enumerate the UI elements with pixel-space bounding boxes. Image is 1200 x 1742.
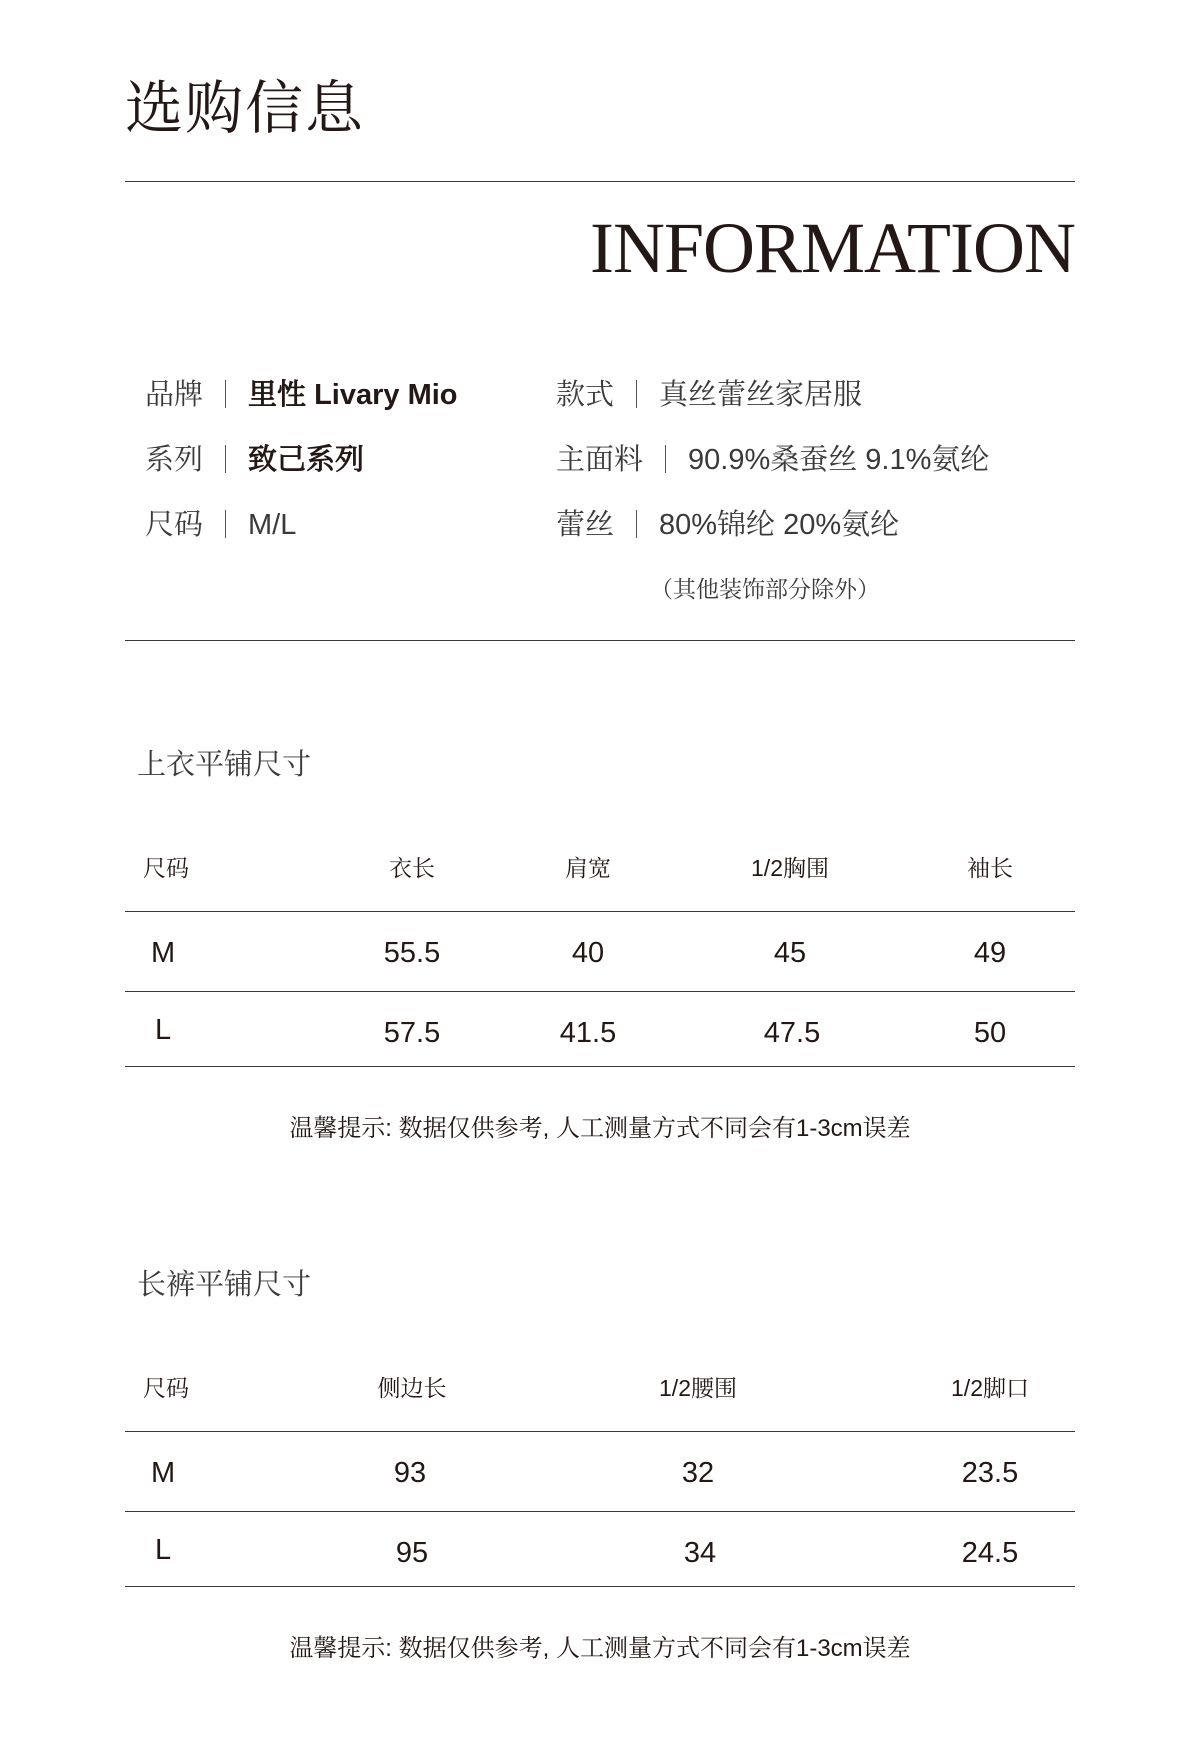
table-cell: 34	[683, 1537, 717, 1569]
separator	[225, 380, 226, 408]
info-value: 80%锦纶 20%氨纶	[659, 509, 900, 541]
header-cell: 肩宽	[565, 855, 611, 881]
header-cell: 1/2脚口	[951, 1375, 1029, 1401]
header-cell: 1/2腰围	[659, 1375, 737, 1401]
info-label: 蕾丝	[556, 509, 615, 541]
separator	[225, 445, 226, 473]
divider	[125, 1066, 1075, 1067]
page-title: 选购信息	[125, 76, 366, 141]
table-cell: 40	[571, 937, 605, 969]
divider	[125, 1586, 1075, 1587]
info-lace	[556, 510, 899, 540]
separator	[665, 445, 666, 473]
info-note: （其他装饰部分除外）	[650, 576, 880, 602]
header-cell: 尺码	[143, 855, 189, 881]
header-cell: 侧边长	[377, 1375, 447, 1401]
table-cell: 41.5	[559, 1017, 617, 1049]
table-cell: 32	[681, 1457, 715, 1489]
info-series	[145, 445, 364, 475]
table-cell: 50	[973, 1017, 1007, 1049]
separator	[225, 510, 226, 538]
separator	[636, 380, 637, 408]
pants-table-title: 长裤平铺尺寸	[137, 1269, 312, 1301]
table-cell: 57.5	[383, 1017, 441, 1049]
header-cell: 1/2胸围	[751, 855, 829, 881]
info-value: 真丝蕾丝家居服	[659, 379, 863, 411]
info-fabric	[556, 445, 989, 475]
info-label: 款式	[556, 379, 615, 411]
table-cell: 24.5	[961, 1537, 1019, 1569]
table-cell: 23.5	[961, 1457, 1019, 1489]
table-cell: L	[155, 1534, 172, 1566]
table-cell: L	[155, 1014, 172, 1046]
info-value: M/L	[248, 509, 297, 541]
divider	[125, 1511, 1075, 1512]
table-cell: 47.5	[763, 1017, 821, 1049]
header-cell: 袖长	[967, 855, 1013, 881]
divider	[125, 991, 1075, 992]
divider	[125, 911, 1075, 912]
divider	[125, 1431, 1075, 1432]
table-cell: 95	[395, 1537, 429, 1569]
info-value: 致己系列	[248, 444, 365, 476]
header-cell: 尺码	[143, 1375, 189, 1401]
separator	[636, 510, 637, 538]
info-style	[556, 380, 862, 410]
info-label: 主面料	[556, 444, 644, 476]
table-cell: 55.5	[383, 937, 441, 969]
top-table-title: 上衣平铺尺寸	[137, 749, 312, 781]
info-label: 系列	[145, 444, 204, 476]
divider	[125, 181, 1075, 182]
divider	[125, 640, 1075, 641]
info-size	[145, 510, 296, 540]
page-title-en: INFORMATION	[589, 208, 1075, 288]
info-value: 里性 Livary Mio	[248, 379, 458, 411]
table-cell: M	[151, 937, 176, 969]
info-label: 品牌	[145, 379, 204, 411]
measurement-tip: 温馨提示: 数据仅供参考, 人工测量方式不同会有1-3cm误差	[289, 1635, 911, 1662]
table-cell: 49	[973, 937, 1007, 969]
measurement-tip: 温馨提示: 数据仅供参考, 人工测量方式不同会有1-3cm误差	[289, 1115, 911, 1142]
header-cell: 衣长	[389, 855, 435, 881]
info-brand	[145, 380, 458, 410]
table-cell: M	[151, 1457, 176, 1489]
table-cell: 93	[393, 1457, 427, 1489]
table-cell: 45	[773, 937, 807, 969]
info-value: 90.9%桑蚕丝 9.1%氨纶	[688, 444, 990, 476]
info-label: 尺码	[145, 509, 204, 541]
